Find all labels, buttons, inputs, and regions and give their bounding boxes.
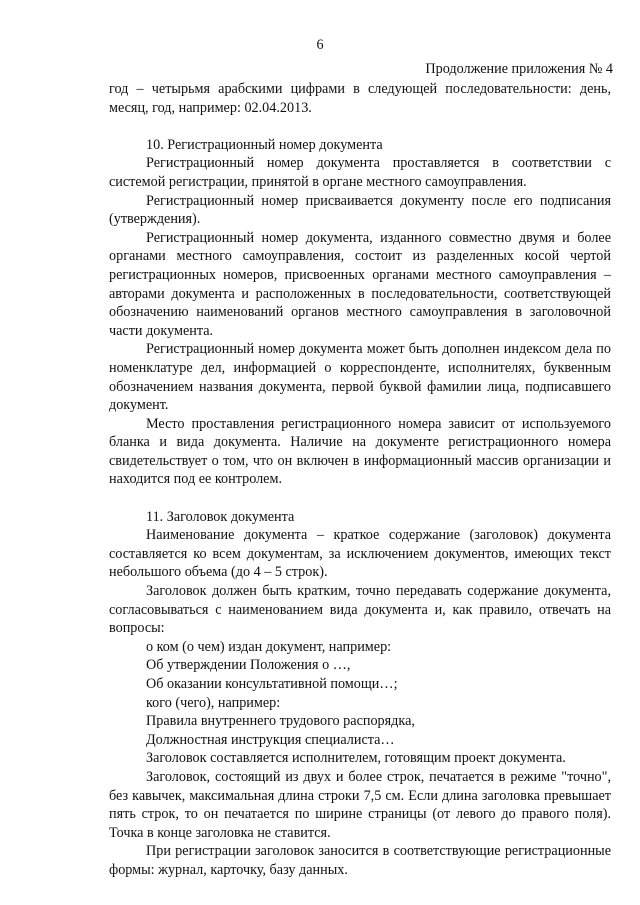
section-10-paragraph: Регистрационный номер документа, изданного совместно двумя и более органами местного самоуправления, состоит из разделенных косой чертой регистрационных номеров, присвоенных органами местного самоуправления – авторами документа и расположенных в последовательности, соответствующей обозначению наименований органов местного самоуправления в заголовочной части документа. xyxy=(109,229,611,339)
section-10-paragraph: Регистрационный номер присваивается документу после его подписания (утверждения). xyxy=(109,192,611,228)
page-number: 6 xyxy=(316,37,324,53)
section-10-title: 10. Регистрационный номер документа xyxy=(146,136,383,153)
section-11-paragraph: Заголовок, состоящий из двух и более строк, печатается в режиме "точно", без кавычек, максимальная длина строки 7,5 см. Если длина заголовка превышает пять строк, то он печатается по ширине страницы (от левого до правого поля). Точка в конце заголовка не ставится. xyxy=(109,768,611,841)
example-line: Правила внутреннего трудового распорядка, xyxy=(146,713,415,730)
example-line: о ком (о чем) издан документ, например: xyxy=(146,638,392,655)
appendix-note: Продолжение приложения № 4 xyxy=(425,61,613,77)
section-10-paragraph: Регистрационный номер документа может быть дополнен индексом дела по номенклатуре дел, информацией о корреспонденте, исполнителях, буквенным обозначением названия документа, первой буквой фамилии лица, подписавшего документ. xyxy=(109,341,611,414)
example-line: Должностная инструкция специалиста… xyxy=(146,731,395,748)
document-body xyxy=(109,80,611,880)
section-11-paragraph: Заголовок должен быть кратким, точно передавать содержание документа, согласовываться с наименованием вида документа и, как правило, отвечать на вопросы: xyxy=(109,583,611,637)
example-line: Об утверждении Положения о …, xyxy=(146,657,351,674)
example-line: кого (чего), например: xyxy=(146,694,281,711)
section-10-paragraph: Регистрационный номер документа проставляется в соответствии с системой регистрации, принятой в органе местного самоуправления. xyxy=(109,155,611,190)
section-11-paragraph: При регистрации заголовок заносится в соответствующие регистрационные формы: журнал, карточку, базу данных. xyxy=(109,843,611,878)
example-line: Об оказании консультативной помощи…; xyxy=(146,676,398,692)
section-11-paragraph: Наименование документа – краткое содержание (заголовок) документа составляется ко всем документам, за исключением документов, имеющих текст небольшого объема (до 4 – 5 строк). xyxy=(109,527,611,581)
section-11-paragraph: Заголовок составляется исполнителем, готовящим проект документа. xyxy=(146,750,566,767)
section-11-title: 11. Заголовок документа xyxy=(146,508,295,525)
section-10-paragraph: Место проставления регистрационного номера зависит от используемого бланка и вида документа. Наличие на документе регистрационного номера свидетельствует о том, что он включен в информационный массив организации и находится под ее контролем. xyxy=(109,415,611,488)
intro-paragraph: год – четырьмя арабскими цифрами в следующей последовательности: день, месяц, год, например: 02.04.2013. xyxy=(109,81,611,116)
